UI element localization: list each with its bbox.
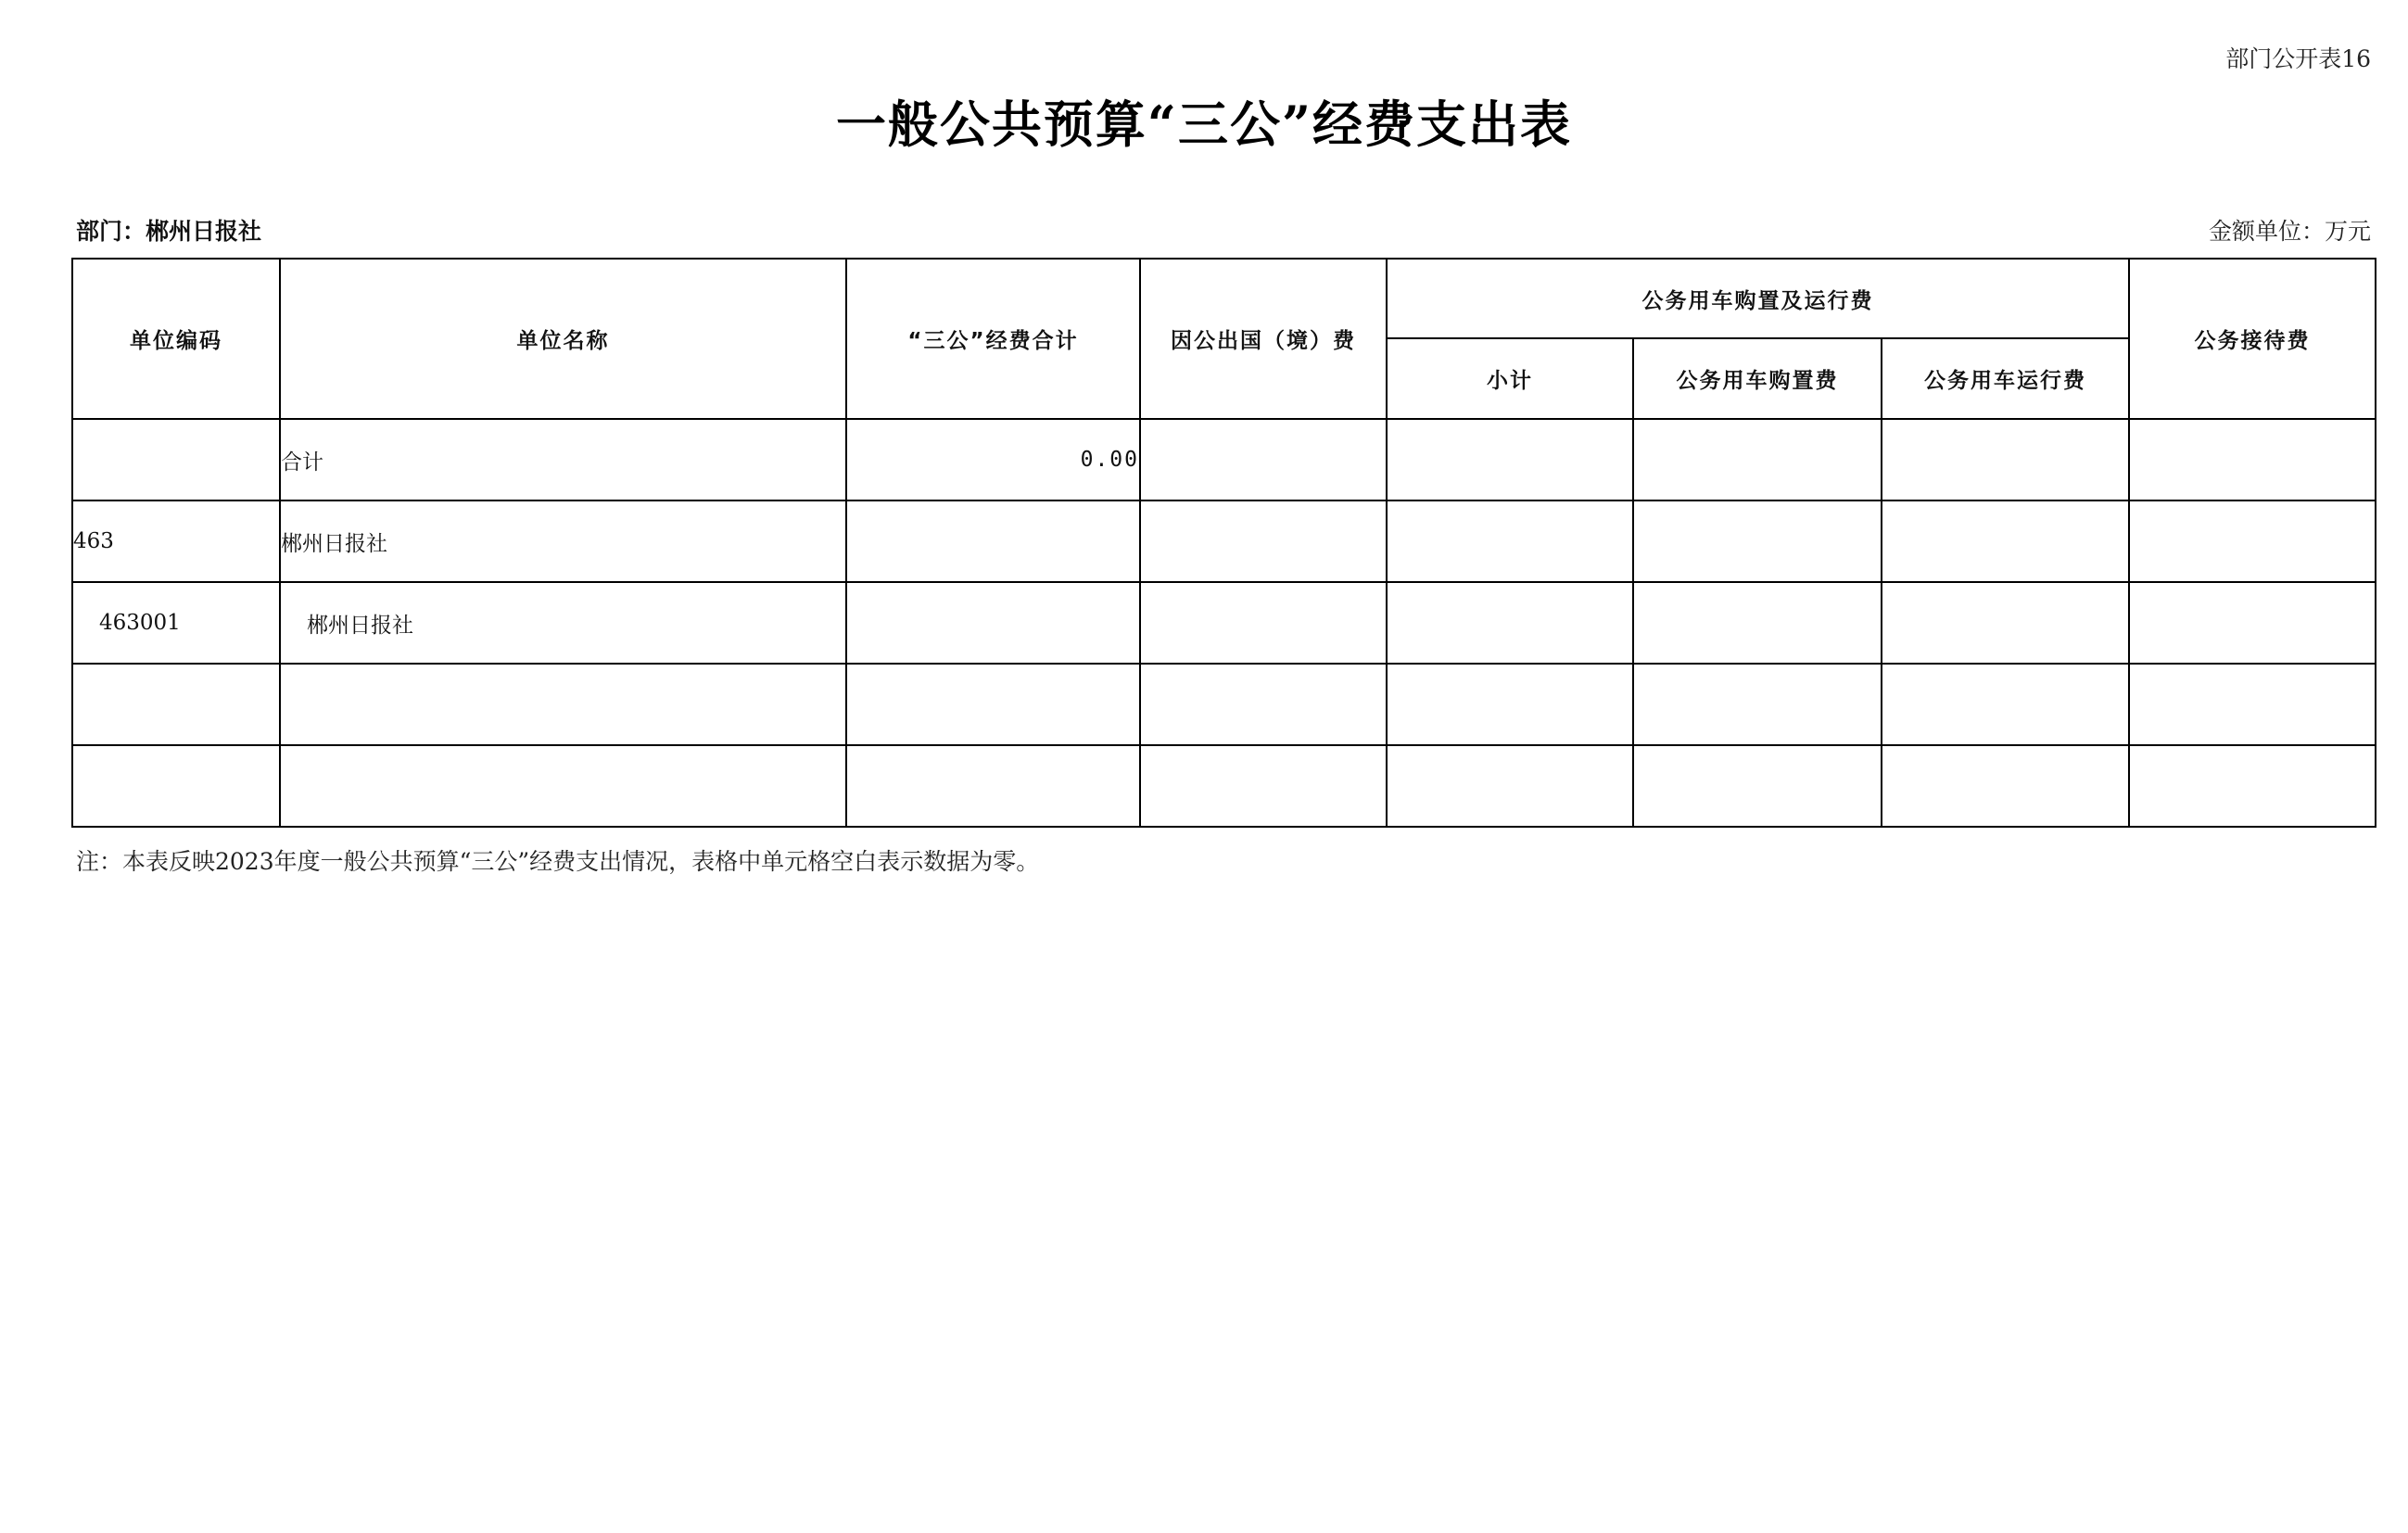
- cell-vehicle-subtotal: [1387, 500, 1633, 582]
- page-title: 一般公共预算“三公”经费支出表: [835, 95, 1573, 154]
- cell-vehicle-subtotal: [1387, 664, 1633, 745]
- three-public-expenses-table: [71, 258, 2376, 828]
- cell-code: [72, 745, 280, 827]
- table-row: [72, 664, 2376, 745]
- cell-total: 0.00: [846, 419, 1140, 500]
- cell-vehicle-purchase: [1633, 664, 1882, 745]
- header-vehicle-operation: 公务用车运行费: [1882, 338, 2129, 419]
- cell-overseas: [1140, 419, 1387, 500]
- cell-vehicle-subtotal: [1387, 745, 1633, 827]
- cell-name: [280, 664, 846, 745]
- cell-vehicle-operation: [1882, 500, 2129, 582]
- cell-vehicle-operation: [1882, 664, 2129, 745]
- header-vehicle-purchase: 公务用车购置费: [1633, 338, 1882, 419]
- table-row: [72, 500, 2376, 582]
- cell-code: [72, 664, 280, 745]
- cell-name: 郴州日报社: [280, 500, 846, 582]
- cell-vehicle-subtotal: [1387, 582, 1633, 664]
- header-total: “三公”经费合计: [846, 259, 1140, 419]
- header-unit-name: 单位名称: [280, 259, 846, 419]
- cell-overseas: [1140, 664, 1387, 745]
- table-row: [72, 582, 2376, 664]
- cell-overseas: [1140, 582, 1387, 664]
- cell-vehicle-subtotal: [1387, 419, 1633, 500]
- cell-total: [846, 500, 1140, 582]
- cell-reception: [2129, 664, 2376, 745]
- header-reception: 公务接待费: [2129, 259, 2376, 419]
- cell-code: 463: [72, 500, 280, 582]
- cell-total: [846, 582, 1140, 664]
- cell-vehicle-operation: [1882, 419, 2129, 500]
- cell-total: [846, 745, 1140, 827]
- cell-name: [280, 745, 846, 827]
- cell-reception: [2129, 582, 2376, 664]
- cell-vehicle-operation: [1882, 745, 2129, 827]
- cell-code: [72, 419, 280, 500]
- footnote: 注：本表反映2023年度一般公共预算“三公”经费支出情况，表格中单元格空白表示数据为零。: [76, 848, 1040, 875]
- cell-name: 郴州日报社: [280, 582, 846, 664]
- cell-reception: [2129, 500, 2376, 582]
- amount-unit-label: 金额单位：万元: [2208, 218, 2371, 245]
- cell-reception: [2129, 419, 2376, 500]
- cell-vehicle-operation: [1882, 582, 2129, 664]
- cell-vehicle-purchase: [1633, 419, 1882, 500]
- cell-code: 463001: [72, 582, 280, 664]
- cell-total: [846, 664, 1140, 745]
- cell-overseas: [1140, 500, 1387, 582]
- cell-vehicle-purchase: [1633, 582, 1882, 664]
- cell-vehicle-purchase: [1633, 745, 1882, 827]
- department-label: 部门：郴州日报社: [76, 218, 262, 245]
- cell-overseas: [1140, 745, 1387, 827]
- header-unit-code: 单位编码: [72, 259, 280, 419]
- cell-vehicle-purchase: [1633, 500, 1882, 582]
- table-row-total: [72, 419, 2376, 500]
- header-vehicle-subtotal: 小计: [1387, 338, 1633, 419]
- header-overseas: 因公出国（境）费: [1140, 259, 1387, 419]
- form-number: 部门公开表16: [2225, 45, 2371, 72]
- cell-name: 合计: [280, 419, 846, 500]
- header-vehicle-group: 公务用车购置及运行费: [1387, 259, 2129, 338]
- cell-reception: [2129, 745, 2376, 827]
- table-row: [72, 745, 2376, 827]
